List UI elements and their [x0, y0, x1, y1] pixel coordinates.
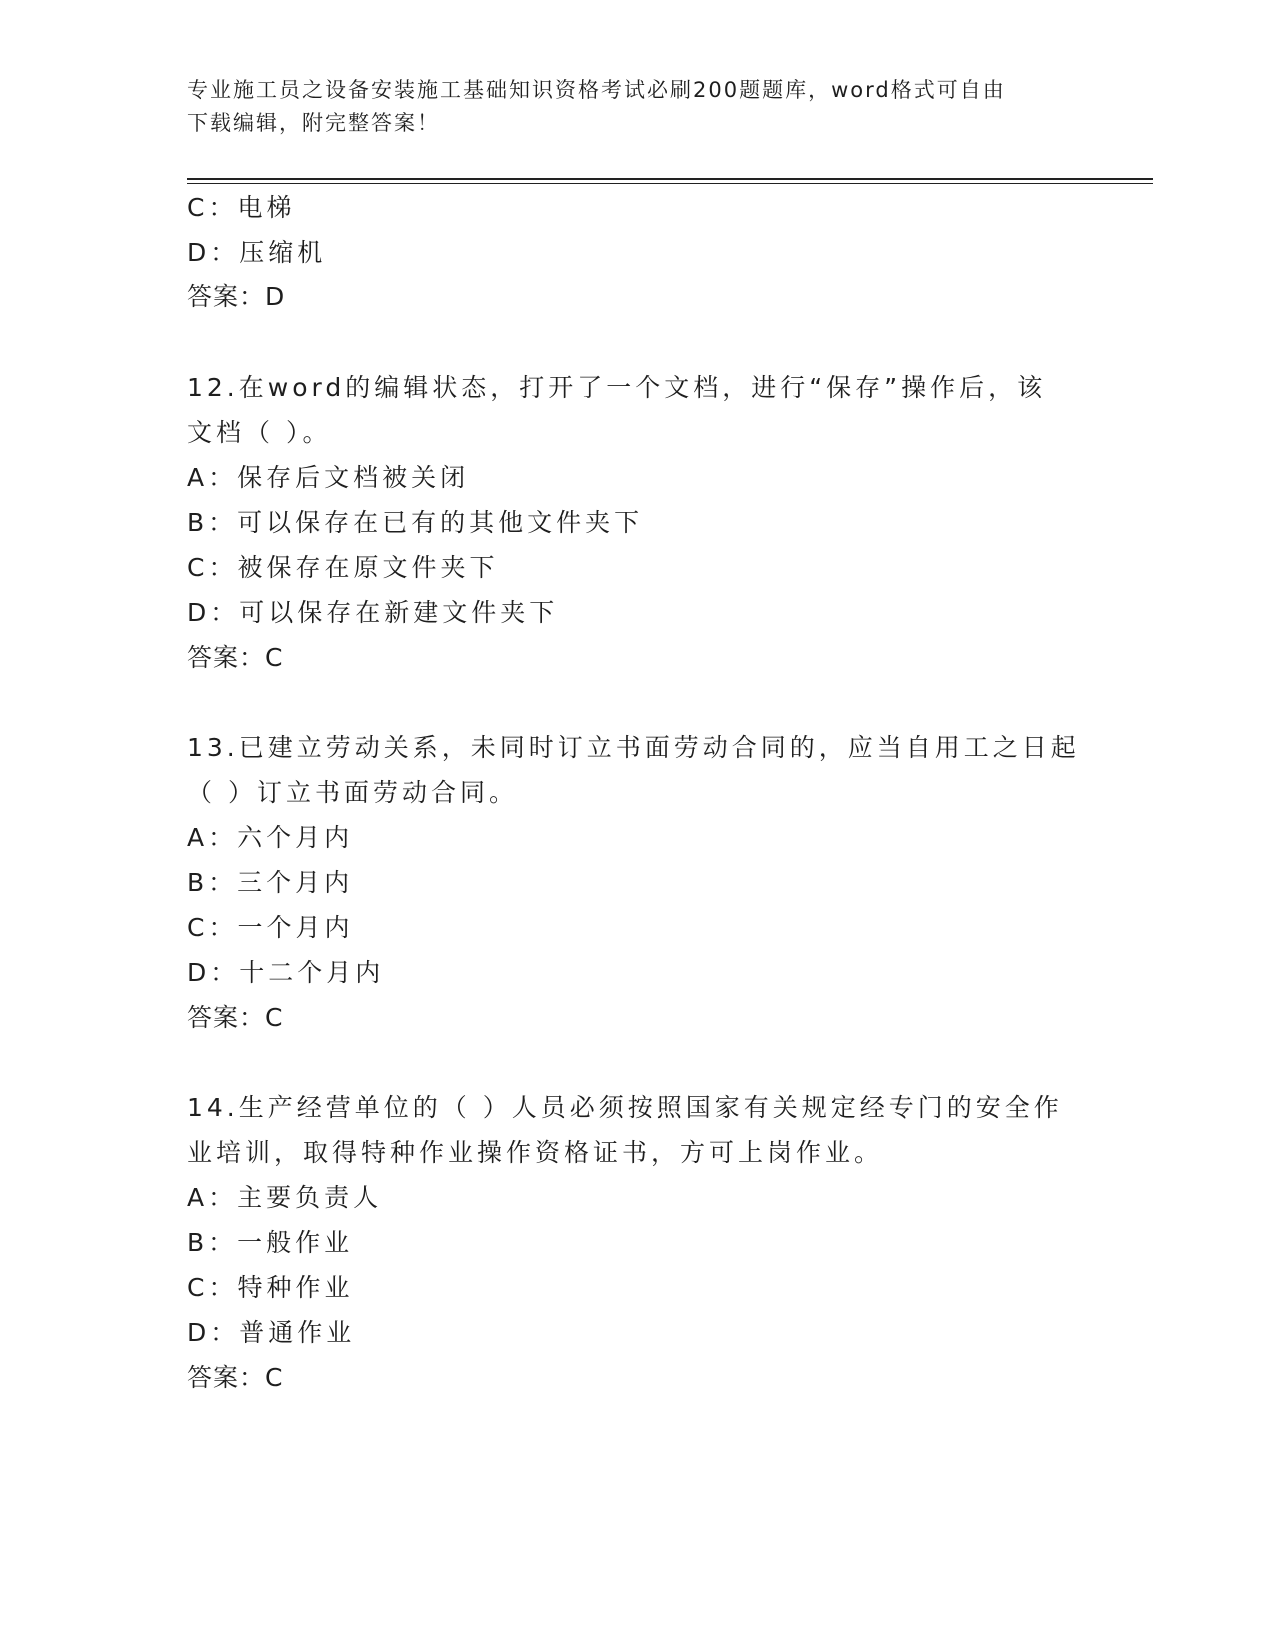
q13-option-d: D：十二个月内 [187, 958, 385, 987]
q13-option-a: A：六个月内 [187, 823, 354, 852]
q13-option-b: B：三个月内 [187, 868, 354, 897]
q13-option-c: C：一个月内 [187, 913, 354, 942]
q14-answer: 答案：C [187, 1363, 284, 1392]
header-title-line-2: 下载编辑，附完整答案！ [187, 111, 440, 135]
q12-option-c: C：被保存在原文件夹下 [187, 553, 499, 582]
q13-stem-line-2: （ ）订立书面劳动合同。 [187, 778, 518, 807]
q14-option-a: A：主要负责人 [187, 1183, 383, 1212]
q12-stem-line-1: 12.在word的编辑状态，打开了一个文档，进行“保存”操作后，该 [187, 373, 1047, 402]
q13-stem-line-1: 13.已建立劳动关系，未同时订立书面劳动合同的，应当自用工之日起 [187, 733, 1080, 762]
header-title-line-1: 专业施工员之设备安装施工基础知识资格考试必刷200题题库，word格式可自由 [187, 78, 1006, 102]
q12-option-a: A：保存后文档被关闭 [187, 463, 470, 492]
q12-option-d: D：可以保存在新建文件夹下 [187, 598, 559, 627]
q14-option-b: B：一般作业 [187, 1228, 354, 1257]
prev-option-d: D：压缩机 [187, 238, 327, 267]
document-header [187, 74, 1067, 140]
q13-answer: 答案：C [187, 1003, 284, 1032]
q12-stem-line-2: 文档（ ）。 [187, 418, 332, 447]
prev-option-c: C：电梯 [187, 193, 296, 222]
q14-stem-line-2: 业培训，取得特种作业操作资格证书，方可上岗作业。 [187, 1138, 884, 1167]
q14-option-c: C：特种作业 [187, 1273, 354, 1302]
q14-stem-line-1: 14.生产经营单位的（ ）人员必须按照国家有关规定经专门的安全作 [187, 1093, 1063, 1122]
header-divider-thin [187, 183, 1153, 184]
q12-option-b: B：可以保存在已有的其他文件夹下 [187, 508, 644, 537]
q14-option-d: D：普通作业 [187, 1318, 356, 1347]
prev-answer: 答案：D [187, 282, 286, 311]
header-divider-thick [187, 178, 1153, 180]
q12-answer: 答案：C [187, 643, 284, 672]
